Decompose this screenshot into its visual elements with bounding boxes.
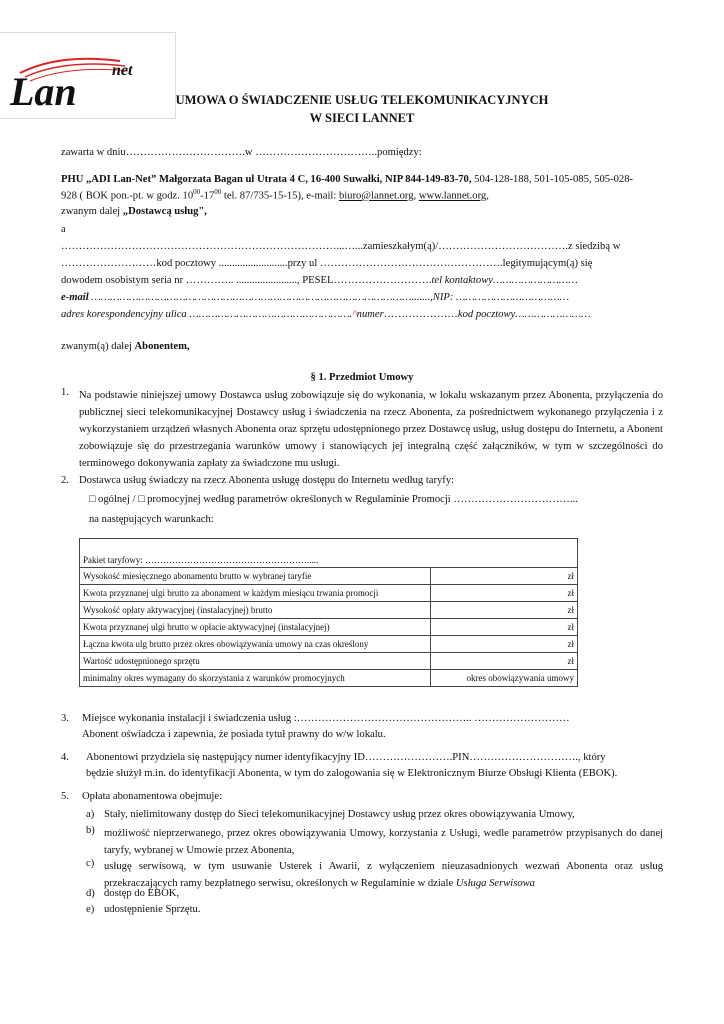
p2-num: 2. bbox=[61, 475, 69, 486]
called-subscriber: Abonentem, bbox=[134, 341, 190, 352]
logo-sub-text: net bbox=[112, 62, 133, 79]
party1-bok: 928 ( BOK pon.-pt. w godz. 10 bbox=[61, 190, 194, 202]
row-value[interactable]: zł bbox=[431, 568, 578, 585]
party2-called bbox=[61, 341, 190, 352]
row-label: minimalny okres wymagany do skorzystania z warunków promocyjnych bbox=[80, 670, 431, 687]
item-letter: e) bbox=[86, 904, 95, 915]
item-c-italic: Usługa Serwisowa bbox=[455, 878, 535, 889]
party2-line3 bbox=[61, 275, 578, 286]
p1-num: 1. bbox=[61, 387, 69, 398]
section1-heading: § 1. Przedmiot Umowy bbox=[310, 372, 414, 383]
party2-line1: ……………………………………………………………………...…...zamieszkałym(ą)/……………………………….z siedzibą w bbox=[61, 241, 621, 252]
p5-num: 5. bbox=[61, 791, 69, 802]
table-row bbox=[80, 568, 578, 585]
doc-title-line1: UMOWA O ŚWIADCZENIE USŁUG TELEKOMUNIKACYJNYCH bbox=[175, 93, 549, 107]
row-label: Wysokość miesięcznego abonamentu brutto w wybranej taryfie bbox=[80, 568, 431, 585]
row-label: Wysokość opłaty aktywacyjnej (instalacyjnej) brutto bbox=[80, 602, 431, 619]
party1-name: PHU „ADI Lan-Net” Małgorzata Bagan ul Utrata 4 C, 16-400 Suwałki, NIP 844-149-83-70, bbox=[61, 174, 472, 185]
intro-line: zawarta w dniu…………………………….w ……………………………..pomiędzy: bbox=[61, 147, 422, 158]
email-link[interactable]: biuro@lannet.org bbox=[338, 190, 414, 202]
p3-num: 3. bbox=[61, 713, 69, 724]
table-row bbox=[80, 602, 578, 619]
party1-called bbox=[61, 206, 207, 217]
row-value[interactable]: zł bbox=[431, 653, 578, 670]
table-row bbox=[80, 636, 578, 653]
id-pesel: dowodem osobistym seria nr ………….. ......................., PESEL………………………. bbox=[61, 275, 432, 286]
end: , bbox=[486, 190, 489, 202]
p3-line1: Miejsce wykonania instalacji i świadczenia usług :………………………………………….. ……………………… bbox=[82, 713, 570, 724]
party2-line5 bbox=[61, 309, 591, 320]
email-nip: ………………………………………………………………………………………….......,NIP: ……………………………… bbox=[88, 292, 570, 303]
p1-text: Na podstawie niniejszej umowy Dostawca usług zobowiązuje się do wykonania, w lokalu wskazanym przez Abonenta, przyłączenia do publicznej sieci telekomunikacyjnej Dostawcy usług i świadczenia na rzecz Abonenta, za pośrednictwem wykonanego przyłączenia i z wykorzystaniem urządzeń własnych Abonenta oraz sprzętu udostępnionego przez Dostawcę usług, usług dostępu do Internetu, a Abonent zobowiązuje się do przestrzegania warunków umowy i stanowiących jej integralną część załączników, w tym w szczególności do terminowego dokonywania zapłaty za świadczone mu usługi. bbox=[79, 390, 663, 469]
item-letter: b) bbox=[86, 825, 95, 836]
called-pre: zwanym dalej bbox=[61, 206, 123, 217]
called-provider: „Dostawcą usług", bbox=[122, 206, 207, 217]
party1-line1 bbox=[61, 174, 633, 185]
p2-conditions: na następujących warunkach: bbox=[89, 514, 214, 525]
postal-code: kod pocztowy…………………… bbox=[457, 309, 591, 320]
party1-phones: 504-128-188, 501-105-085, 505-028- bbox=[471, 174, 634, 185]
item-e: udostępnienie Sprzętu. bbox=[104, 904, 201, 915]
email-label: e-mail bbox=[61, 292, 89, 303]
party2-line2: ………………………kod pocztowy ..........................przy ul …………………………………………….legitymującym(ą) się bbox=[61, 258, 593, 269]
row-value[interactable]: zł bbox=[431, 619, 578, 636]
item-c-text: usługę serwisową, w tym usuwanie Usterek i Awarii, z wyłączeniem nieuzasadnionych wezwań Abonenta oraz usług przekraczających ramy bezpłatnego serwisu, określonych w Regulaminie w dziale bbox=[104, 861, 663, 889]
tariff-options[interactable]: □ ogólnej / □ promocyjnej według parametrów określonych w Regulaminie Promocji ……………………………... bbox=[89, 494, 578, 505]
row-label: Kwota przyznanej ulgi brutto w opłacie aktywacyjnej (instalacyjnej) bbox=[80, 619, 431, 636]
row-value[interactable]: zł bbox=[431, 602, 578, 619]
item-b: możliwość nieprzerwanego, przez okres obowiązywania Umowy, korzystania z Usługi, wedle parametrów przypisanych do danej taryfy, wybranej w Umowie przez Abonenta, bbox=[104, 828, 663, 856]
p4-num: 4. bbox=[61, 752, 69, 763]
party1-bok-to: -17 bbox=[200, 190, 215, 202]
item-letter: c) bbox=[86, 858, 95, 869]
item-c bbox=[104, 858, 663, 892]
tariff-package[interactable]: Pakiet taryfowy: ………………………………………………..... bbox=[80, 539, 578, 568]
hour-sup1: 00 bbox=[193, 188, 201, 196]
address-number: numer bbox=[356, 309, 384, 320]
party2-line4 bbox=[61, 292, 569, 303]
address-street: adres korespondencyjny ulica ……………………………………………. bbox=[61, 309, 353, 320]
p3-line2: Abonent oświadcza i zapewnia, że posiada tytuł prawny do w/w lokalu. bbox=[82, 729, 386, 740]
called-pre2: zwanym(ą) dalej bbox=[61, 341, 135, 352]
row-label: Łączna kwota ulg brutto przez okres obowiązywania umowy na czas określony bbox=[80, 636, 431, 653]
sep: , bbox=[413, 190, 419, 202]
item-letter: a) bbox=[86, 809, 95, 820]
table-row bbox=[80, 670, 578, 687]
item-a: Stały, nielimitowany dostęp do Sieci telekomunikacyjnej Dostawcy usług przez okres obowiązywania Umowy, bbox=[104, 809, 575, 820]
and-word: a bbox=[61, 224, 66, 235]
number-dots: ………………… bbox=[383, 309, 458, 320]
row-value[interactable]: zł bbox=[431, 636, 578, 653]
table-row bbox=[80, 619, 578, 636]
caret: ^ bbox=[352, 309, 357, 320]
website-link[interactable]: www.lannet.org bbox=[418, 190, 487, 202]
party1-line2 bbox=[61, 188, 489, 202]
p4-line2: będzie służył m.in. do identyfikacji Abonenta, w tym do zalogowania się w Elektronicznym Biurze Obsługi Klienta (EBOK). bbox=[86, 768, 618, 779]
table-row bbox=[80, 585, 578, 602]
table-row bbox=[80, 653, 578, 670]
logo-main-text: Lan bbox=[10, 69, 77, 114]
item-d: dostęp do EBOK, bbox=[104, 888, 180, 899]
p4-line1: Abonentowi przydziela się następujący numer identyfikacyjny ID…………………….PIN…………………………., który bbox=[86, 752, 606, 763]
p5-text: Opłata abonamentowa obejmuje: bbox=[82, 791, 223, 802]
tariff-table bbox=[79, 538, 578, 687]
p2-text: Dostawca usług świadczy na rzecz Abonenta usługę dostępu do Internetu według taryfy: bbox=[79, 475, 455, 486]
row-value[interactable]: okres obowiązywania umowy bbox=[431, 670, 578, 687]
doc-title-line2: W SIECI LANNET bbox=[309, 111, 415, 125]
item-letter: d) bbox=[86, 888, 95, 899]
tel-contact: tel kontaktowy……………………… bbox=[431, 275, 578, 286]
hour-sup2: 00 bbox=[214, 188, 222, 196]
tariff-header-row bbox=[80, 539, 578, 568]
party1-tel: tel. 87/735-15-15), e-mail: bbox=[221, 190, 339, 202]
row-label: Kwota przyznanej ulgi brutto za abonament w każdym miesiącu trwania promocji bbox=[80, 585, 431, 602]
row-label: Wartość udostępnionego sprzętu bbox=[80, 653, 431, 670]
row-value[interactable]: zł bbox=[431, 585, 578, 602]
